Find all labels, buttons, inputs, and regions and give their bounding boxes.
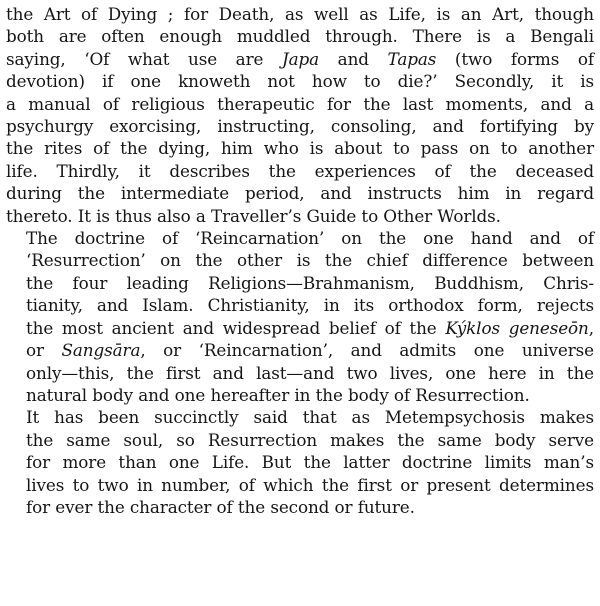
text-run: for more than one Life. But the latter doctrine limits man’s <box>26 452 594 473</box>
text-run: the four leading Religions—Brahmanism, Buddhism, Chris- <box>26 272 594 293</box>
text-run: tianity, and Islam. Christianity, in its orthodox form, rejects <box>26 295 594 316</box>
italic-term: Japa <box>281 48 320 69</box>
text-line <box>6 70 594 92</box>
text-run: a manual of religious therapeutic for the last moments, and a <box>6 93 594 114</box>
text-line <box>6 451 594 473</box>
text-line <box>6 294 594 316</box>
text-run: lives to two in number, of which the first or present determines <box>26 474 594 495</box>
text-run: It has been succinctly said that as Metempsychosis makes <box>26 407 594 428</box>
text-line <box>6 25 594 47</box>
text-run: devotion) if one knoweth not how to die?’ Secondly, it is <box>6 71 594 92</box>
text-run: thereto. It is thus also a Traveller’s Guide to Other Worlds. <box>6 205 501 226</box>
text-run: natural body and one hereafter in the body of Resurrection. <box>26 384 530 405</box>
text-line <box>6 429 594 451</box>
text-run: , <box>588 317 594 338</box>
text-run: during the intermediate period, and instructs him in regard <box>6 183 594 204</box>
text-line <box>6 384 594 406</box>
text-line <box>6 362 594 384</box>
italic-term: Tapas <box>387 48 437 69</box>
text-line <box>6 115 594 137</box>
text-line <box>6 48 594 70</box>
text-line <box>6 272 594 294</box>
text-run: and <box>319 48 388 69</box>
italic-term: Kýklos geneseōn <box>445 317 589 338</box>
text-line <box>6 3 594 25</box>
text-run: the same soul, so Resurrection makes the same body serve <box>26 429 594 450</box>
text-line <box>6 182 594 204</box>
text-run: for ever the character of the second or future. <box>26 496 415 517</box>
text-run: ‘Resurrection’ on the other is the chief difference between <box>26 250 594 271</box>
text-line <box>6 474 594 496</box>
text-line <box>6 227 594 249</box>
text-run: or <box>26 340 62 361</box>
text-line <box>6 249 594 271</box>
text-line <box>6 496 594 518</box>
text-line <box>6 339 594 361</box>
text-line <box>6 205 594 227</box>
text-line <box>6 137 594 159</box>
text-line <box>6 406 594 428</box>
text-run: the rites of the dying, him who is about to pass on to another <box>6 138 594 159</box>
text-line <box>6 317 594 339</box>
italic-term: Sangsāra <box>61 340 141 361</box>
text-run: the Art of Dying ; for Death, as well as Life, is an Art, though <box>6 4 594 24</box>
text-line <box>6 160 594 182</box>
text-run: psychurgy exorcising, instructing, consoling, and fortifying by <box>6 116 594 137</box>
text-run: saying, ‘Of what use are <box>6 48 282 69</box>
page-text <box>6 3 594 518</box>
text-run: , or ‘Reincarnation’, and admits one universe <box>140 340 594 361</box>
text-line <box>6 93 594 115</box>
text-run: the most ancient and widespread belief of the <box>26 317 446 338</box>
paragraph <box>6 3 594 227</box>
paragraph <box>6 227 594 406</box>
text-run: The doctrine of ‘Reincarnation’ on the one hand and of <box>26 228 594 249</box>
text-run: life. Thirdly, it describes the experiences of the deceased <box>6 160 594 181</box>
text-run: both are often enough muddled through. There is a Bengali <box>6 26 594 47</box>
paragraph <box>6 406 594 518</box>
text-run: only—this, the first and last—and two lives, one here in the <box>26 362 594 383</box>
text-run: (two forms of <box>436 48 594 69</box>
